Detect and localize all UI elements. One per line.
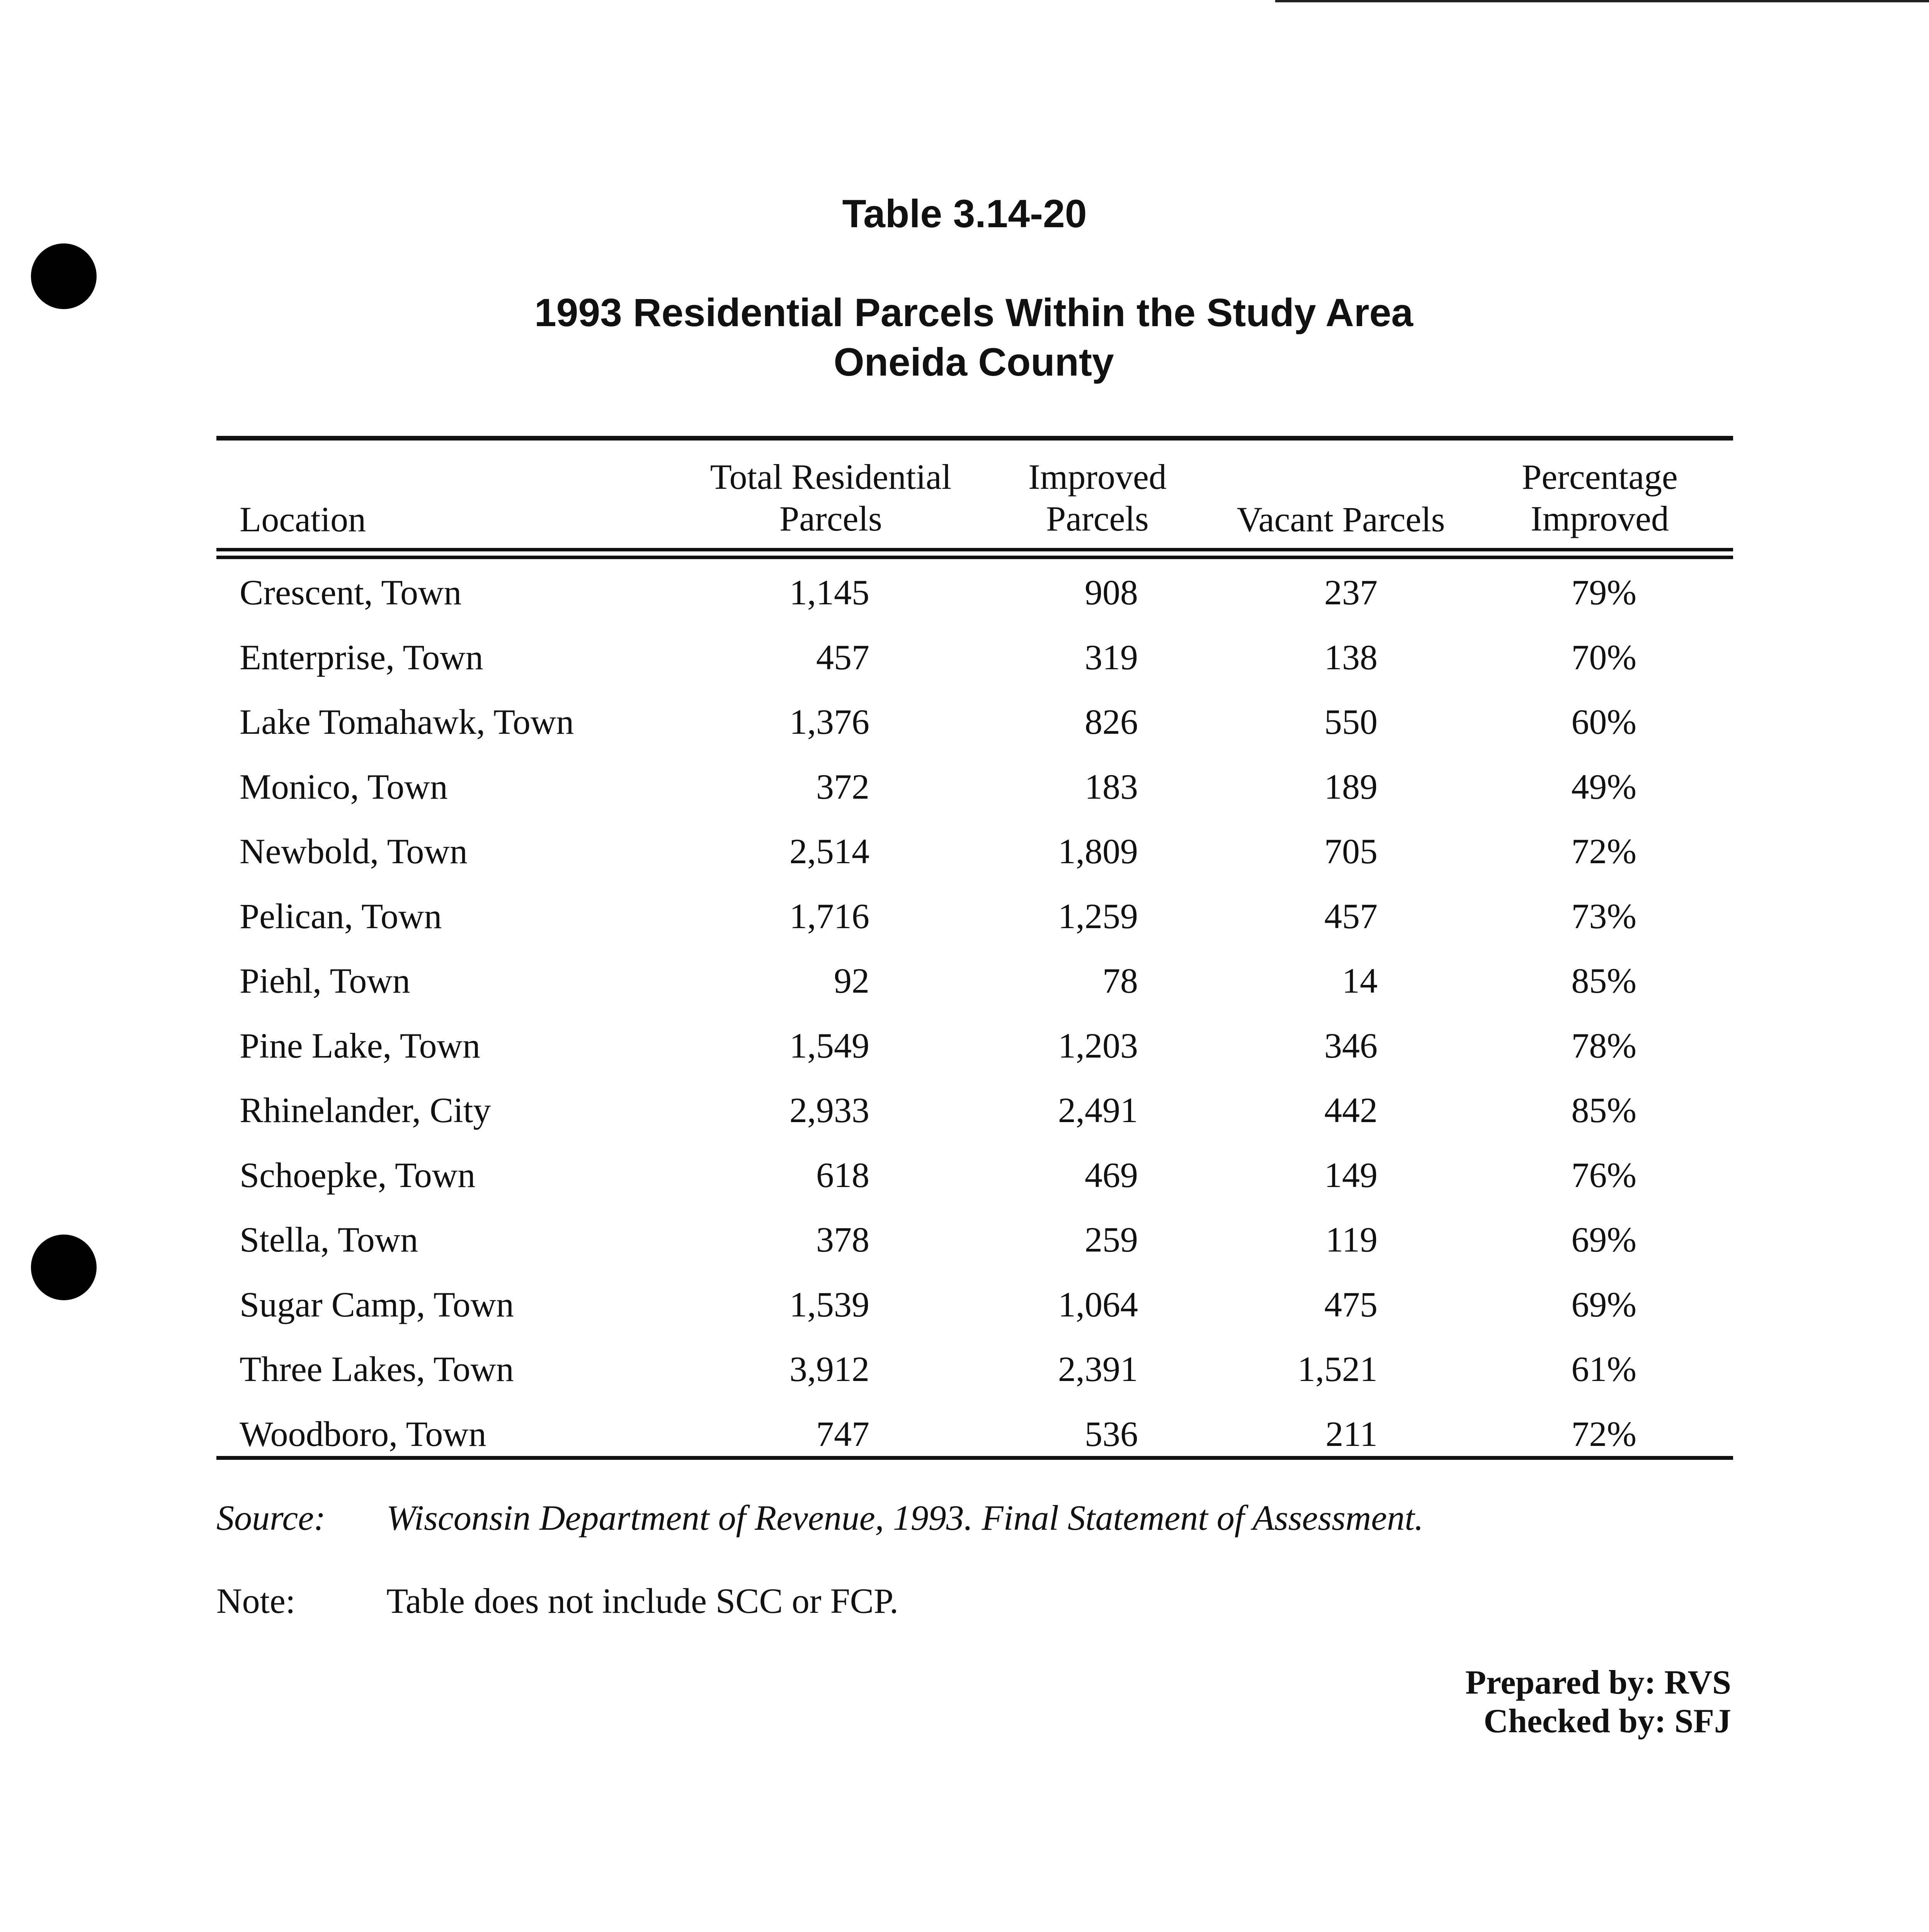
header-pct-line-2: Improved xyxy=(1531,499,1669,538)
cell-total: 378 xyxy=(816,1220,869,1259)
table-row xyxy=(0,1024,1929,1089)
cell-location: Three Lakes, Town xyxy=(240,1349,514,1389)
source-label: Source: xyxy=(216,1498,326,1537)
header-vacant-parcels: Vacant Parcels xyxy=(1237,500,1445,539)
cell-percentage: 79% xyxy=(1571,573,1636,612)
cell-location: Monico, Town xyxy=(240,767,448,806)
cell-vacant: 346 xyxy=(1324,1026,1378,1065)
table-row xyxy=(0,830,1929,895)
source-text: Wisconsin Department of Revenue, 1993. Final Statement of Assessment. xyxy=(386,1498,1424,1537)
table-row xyxy=(0,1348,1929,1413)
cell-improved: 826 xyxy=(1085,702,1138,742)
cell-vacant: 189 xyxy=(1324,767,1378,806)
header-total-residential xyxy=(680,456,982,539)
table-row xyxy=(0,636,1929,701)
cell-total: 747 xyxy=(816,1414,869,1454)
cell-total: 1,716 xyxy=(789,896,869,936)
header-total-line-2: Parcels xyxy=(779,499,882,538)
cell-location: Pine Lake, Town xyxy=(240,1026,480,1065)
cell-location: Crescent, Town xyxy=(240,573,462,612)
note-label: Note: xyxy=(216,1581,296,1621)
cell-location: Lake Tomahawk, Town xyxy=(240,702,574,742)
cell-total: 1,539 xyxy=(789,1284,869,1324)
cell-vacant: 149 xyxy=(1324,1155,1378,1195)
title-line-2: Oneida County xyxy=(834,340,1114,384)
table-row xyxy=(0,895,1929,960)
cell-total: 618 xyxy=(816,1155,869,1195)
table-row xyxy=(0,1218,1929,1283)
cell-vacant: 705 xyxy=(1324,832,1378,871)
cell-total: 92 xyxy=(834,961,869,1000)
cell-percentage: 78% xyxy=(1571,1026,1636,1065)
table-row xyxy=(0,701,1929,765)
cell-percentage: 76% xyxy=(1571,1155,1636,1195)
cell-percentage: 72% xyxy=(1571,1414,1636,1454)
cell-total: 372 xyxy=(816,767,869,806)
cell-percentage: 49% xyxy=(1571,767,1636,806)
cell-percentage: 72% xyxy=(1571,832,1636,871)
cell-location: Sugar Camp, Town xyxy=(240,1284,514,1324)
note-text: Table does not include SCC or FCP. xyxy=(386,1581,899,1621)
cell-location: Schoepke, Town xyxy=(240,1155,476,1195)
cell-location: Woodboro, Town xyxy=(240,1414,487,1454)
cell-percentage: 73% xyxy=(1571,896,1636,936)
cell-percentage: 69% xyxy=(1571,1220,1636,1259)
cell-improved: 183 xyxy=(1085,767,1138,806)
table-number: Table 3.14-20 xyxy=(842,192,1087,236)
cell-location: Enterprise, Town xyxy=(240,637,483,677)
cell-total: 2,514 xyxy=(789,832,869,871)
table-row xyxy=(0,571,1929,636)
cell-location: Pelican, Town xyxy=(240,896,442,936)
cell-location: Stella, Town xyxy=(240,1220,418,1259)
table-title xyxy=(0,288,1929,387)
table-bottom-rule xyxy=(216,1456,1733,1460)
cell-vacant: 14 xyxy=(1342,961,1378,1000)
cell-percentage: 60% xyxy=(1571,702,1636,742)
cell-improved: 469 xyxy=(1085,1155,1138,1195)
prepared-by: Prepared by: RVS xyxy=(1465,1664,1731,1701)
cell-percentage: 85% xyxy=(1571,1090,1636,1130)
top-edge-rule xyxy=(1275,0,1929,2)
header-rule xyxy=(216,548,1733,551)
cell-vacant: 457 xyxy=(1324,896,1378,936)
header-percentage-improved xyxy=(1476,456,1723,539)
cell-improved: 259 xyxy=(1085,1220,1138,1259)
cell-improved: 1,809 xyxy=(1058,832,1138,871)
cell-total: 1,549 xyxy=(789,1026,869,1065)
checked-by: Checked by: SFJ xyxy=(1483,1702,1731,1740)
prepared-checked-block xyxy=(1465,1663,1731,1741)
cell-percentage: 70% xyxy=(1571,637,1636,677)
table-row xyxy=(0,765,1929,830)
cell-improved: 908 xyxy=(1085,573,1138,612)
cell-vacant: 550 xyxy=(1324,702,1378,742)
header-pct-line-1: Percentage xyxy=(1522,457,1678,497)
cell-percentage: 69% xyxy=(1571,1284,1636,1324)
cell-total: 2,933 xyxy=(789,1090,869,1130)
table-row xyxy=(0,1413,1929,1478)
table-body xyxy=(0,571,1929,1477)
cell-total: 457 xyxy=(816,637,869,677)
header-improved-line-2: Parcels xyxy=(1046,499,1149,538)
table-row xyxy=(0,959,1929,1024)
cell-improved: 536 xyxy=(1085,1414,1138,1454)
table-row xyxy=(0,1283,1929,1348)
cell-total: 1,145 xyxy=(789,573,869,612)
cell-vacant: 237 xyxy=(1324,573,1378,612)
cell-improved: 1,064 xyxy=(1058,1284,1138,1324)
cell-improved: 2,491 xyxy=(1058,1090,1138,1130)
cell-vacant: 442 xyxy=(1324,1090,1378,1130)
cell-location: Piehl, Town xyxy=(240,961,410,1000)
cell-location: Newbold, Town xyxy=(240,832,468,871)
cell-improved: 1,203 xyxy=(1058,1026,1138,1065)
header-rule xyxy=(216,556,1733,559)
header-improved-line-1: Improved xyxy=(1028,457,1167,497)
table-row xyxy=(0,1154,1929,1219)
header-location: Location xyxy=(240,500,366,539)
cell-percentage: 61% xyxy=(1571,1349,1636,1389)
cell-improved: 1,259 xyxy=(1058,896,1138,936)
cell-location: Rhinelander, City xyxy=(240,1090,491,1130)
cell-vacant: 1,521 xyxy=(1298,1349,1378,1389)
cell-vacant: 211 xyxy=(1325,1414,1378,1454)
title-line-1: 1993 Residential Parcels Within the Study Area xyxy=(534,291,1414,335)
cell-vacant: 138 xyxy=(1324,637,1378,677)
header-improved-parcels xyxy=(989,456,1206,539)
cell-improved: 319 xyxy=(1085,637,1138,677)
header-total-line-1: Total Residential xyxy=(710,457,952,497)
cell-improved: 78 xyxy=(1102,961,1138,1000)
cell-total: 3,912 xyxy=(789,1349,869,1389)
cell-vacant: 119 xyxy=(1325,1220,1378,1259)
table-row xyxy=(0,1089,1929,1154)
cell-percentage: 85% xyxy=(1571,961,1636,1000)
table-top-rule xyxy=(216,436,1733,440)
cell-improved: 2,391 xyxy=(1058,1349,1138,1389)
cell-vacant: 475 xyxy=(1324,1284,1378,1324)
cell-total: 1,376 xyxy=(789,702,869,742)
